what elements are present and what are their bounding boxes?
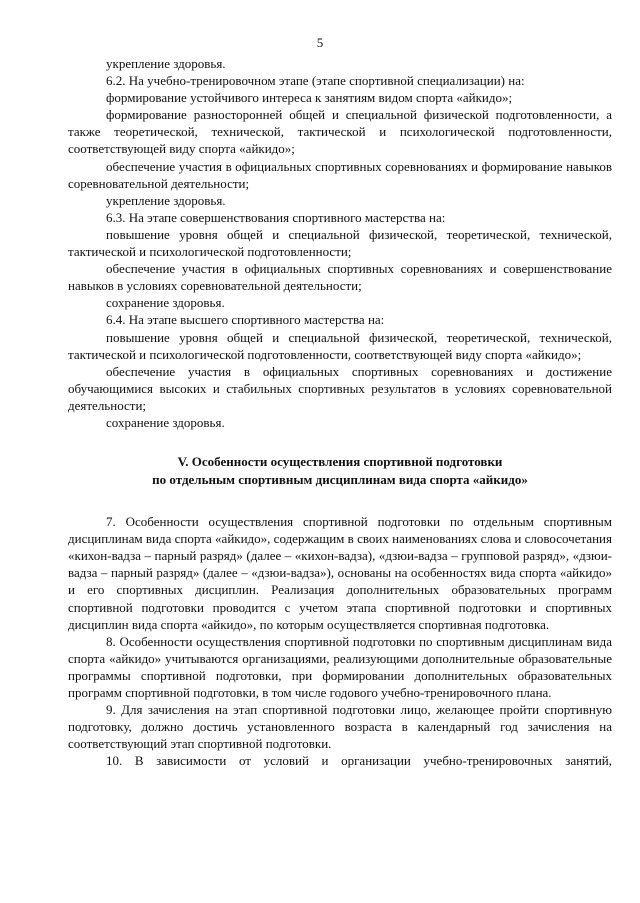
- paragraph: 9. Для зачисления на этап спортивной подготовки лицо, желающее пройти спортивную подготовку, должно достичь установленного возраста в календарный год зачисления на соответствующий этап спортивной подготовки.: [68, 702, 612, 752]
- paragraph: укрепление здоровья.: [106, 56, 226, 71]
- paragraph: укрепление здоровья.: [106, 192, 226, 208]
- section-heading-line-2: по отдельным спортивным дисциплинам вида спорта «айкидо»: [152, 472, 528, 488]
- paragraph: 6.3. На этапе совершенствования спортивного мастерства на:: [106, 209, 446, 225]
- paragraph: сохранение здоровья.: [106, 414, 225, 430]
- paragraph: 7. Особенности осуществления спортивной подготовки по отдельным спортивным дисциплинам вида спорта «айкидо», содержащим в своих наименованиях слова и словосочетания «кихон-вадза – парный разряд» (далее – «кихон-вадза), «дзюи-вадза – групповой разряд», «дзюи-вадза – парный разряд» (далее – «дзюи-вадза»), основаны на особенностях вида спорта «айкидо» и его спортивных дисциплин. Реализация дополнительных образовательных программ спортивной подготовки проводится с учетом этапа спортивной подготовки и спортивных дисциплин вида спорта «айкидо», по которым осуществляется спортивная подготовка.: [68, 514, 612, 632]
- paragraph: 6.4. На этапе высшего спортивного мастерства на:: [106, 312, 385, 328]
- paragraph: обеспечение участия в официальных спортивных соревнованиях и совершенствование навыков в условиях соревновательной деятельности;: [68, 261, 612, 294]
- section-5-body: [68, 513, 612, 769]
- paragraph: сохранение здоровья.: [106, 295, 225, 311]
- paragraph: обеспечение участия в официальных спортивных соревнованиях и достижение обучающимися высоких и стабильных спортивных результатов в условиях соревновательной деятельности;: [68, 363, 612, 413]
- section-heading: [68, 453, 612, 489]
- section-6-list: [68, 55, 612, 431]
- paragraph: формирование устойчивого интереса к занятиям видом спорта «айкидо»;: [106, 90, 513, 106]
- paragraph: повышение уровня общей и специальной физической, теоретической, технической, тактической и психологической подготовленности;: [68, 226, 612, 260]
- paragraph: 6.2. На учебно-тренировочном этапе (этапе спортивной специализации) на:: [106, 73, 525, 89]
- page-number: 5: [316, 35, 324, 50]
- paragraph: повышение уровня общей и специальной физической, теоретической, технической, тактической и психологической подготовленности, соответствующей виду спорта «айкидо»;: [68, 329, 612, 362]
- paragraph: формирование разносторонней общей и специальной физической подготовленности, а также теоретической, технической, тактической и психологической подготовленности, соответствующей виду спорта «айкидо»;: [68, 107, 612, 157]
- paragraph: 10. В зависимости от условий и организации учебно-тренировочных занятий,: [106, 753, 612, 769]
- section-heading-line-1: V. Особенности осуществления спортивной подготовки: [177, 454, 503, 470]
- paragraph: 8. Особенности осуществления спортивной подготовки по спортивным дисциплинам вида спорта «айкидо» учитываются организациями, реализующими дополнительные образовательные программы спортивной подготовки, при формировании дополнительных образовательных программ спортивной подготовки, в том числе годового учебно-тренировочного плана.: [68, 633, 612, 700]
- paragraph: обеспечение участия в официальных спортивных соревнованиях и формирование навыков соревновательной деятельности;: [68, 158, 612, 191]
